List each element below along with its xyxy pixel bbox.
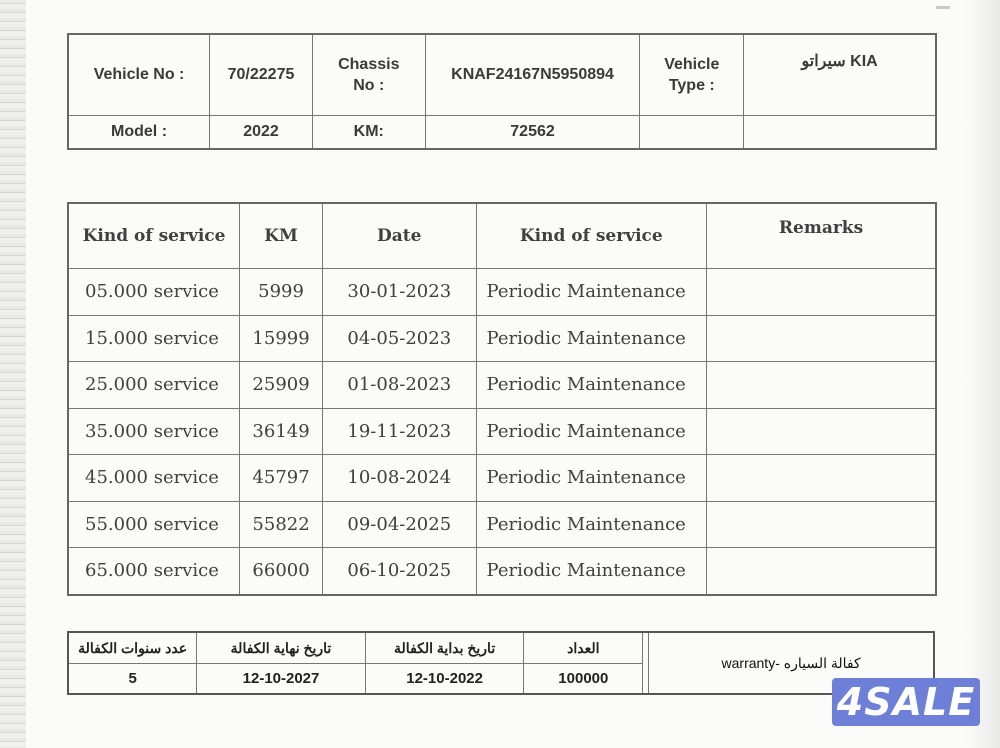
header-kind-of-service: Kind of service bbox=[68, 203, 240, 269]
warranty-start-label: تاريخ بداية الكفالة bbox=[365, 632, 524, 664]
service-kind: Periodic Maintenance bbox=[476, 548, 707, 595]
vehicle-type-value: سيراتو KIA bbox=[744, 34, 936, 116]
header-date: Date bbox=[323, 203, 477, 269]
service-history-table bbox=[67, 202, 937, 596]
service-interval: 35.000 service bbox=[68, 408, 240, 455]
warranty-years-value: 5 bbox=[68, 664, 197, 695]
vehicle-info-table bbox=[67, 33, 937, 150]
service-interval: 15.000 service bbox=[68, 315, 240, 362]
warranty-end-label: تاريخ نهاية الكفالة bbox=[197, 632, 366, 664]
vehicle-type-label bbox=[640, 34, 744, 116]
service-km: 5999 bbox=[240, 269, 323, 316]
service-remarks bbox=[707, 548, 936, 595]
service-km: 15999 bbox=[240, 315, 323, 362]
table-row bbox=[68, 455, 936, 502]
warranty-years-label: عدد سنوات الكفالة bbox=[68, 632, 197, 664]
vehicle-no-value: 70/22275 bbox=[210, 34, 313, 116]
empty-cell bbox=[744, 116, 936, 150]
chassis-label-line-2: No : bbox=[353, 77, 385, 94]
table-row bbox=[68, 408, 936, 455]
empty-cell bbox=[640, 116, 744, 150]
table-row bbox=[68, 315, 936, 362]
service-date: 30-01-2023 bbox=[323, 269, 477, 316]
km-value: 72562 bbox=[425, 116, 640, 150]
header-kind-of-service: Kind of service bbox=[476, 203, 707, 269]
header-km: KM bbox=[240, 203, 323, 269]
service-kind: Periodic Maintenance bbox=[476, 362, 707, 409]
service-km: 55822 bbox=[240, 501, 323, 548]
model-value: 2022 bbox=[210, 116, 313, 150]
watermark-logo bbox=[832, 678, 980, 726]
warranty-header-row bbox=[68, 632, 934, 664]
watermark-logo-text: 4SALE bbox=[836, 680, 976, 724]
service-date: 10-08-2024 bbox=[323, 455, 477, 502]
service-table-header bbox=[68, 203, 936, 269]
service-date: 01-08-2023 bbox=[323, 362, 477, 409]
service-date: 09-04-2025 bbox=[323, 501, 477, 548]
warranty-odometer-label: العداد bbox=[524, 632, 643, 664]
warranty-title: كفالة السياره -warranty bbox=[649, 632, 934, 694]
service-remarks bbox=[707, 362, 936, 409]
vehicle-type-label-line-1: Vehicle bbox=[664, 56, 720, 73]
service-km: 45797 bbox=[240, 455, 323, 502]
header-remarks: Remarks bbox=[707, 203, 936, 269]
vehicle-type-label-line-2: Type : bbox=[668, 77, 715, 94]
chassis-value: KNAF24167N5950894 bbox=[425, 34, 640, 116]
warranty-odometer-value: 100000 bbox=[524, 664, 643, 695]
vehicle-no-label: Vehicle No : bbox=[68, 34, 210, 116]
warranty-table bbox=[67, 631, 935, 695]
service-remarks bbox=[707, 408, 936, 455]
vehicle-info-row bbox=[68, 116, 936, 150]
service-interval: 45.000 service bbox=[68, 455, 240, 502]
scan-mark bbox=[936, 6, 950, 9]
km-label: KM: bbox=[312, 116, 425, 150]
service-interval: 25.000 service bbox=[68, 362, 240, 409]
service-remarks bbox=[707, 315, 936, 362]
table-row bbox=[68, 501, 936, 548]
service-interval: 65.000 service bbox=[68, 548, 240, 595]
service-km: 25909 bbox=[240, 362, 323, 409]
scan-edge bbox=[0, 0, 26, 748]
model-label: Model : bbox=[68, 116, 210, 150]
warranty-start-value: 12-10-2022 bbox=[365, 664, 524, 695]
chassis-label bbox=[312, 34, 425, 116]
service-interval: 05.000 service bbox=[68, 269, 240, 316]
table-row bbox=[68, 362, 936, 409]
service-remarks bbox=[707, 269, 936, 316]
service-km: 36149 bbox=[240, 408, 323, 455]
service-remarks bbox=[707, 501, 936, 548]
table-row bbox=[68, 269, 936, 316]
vehicle-info-row bbox=[68, 34, 936, 116]
service-date: 04-05-2023 bbox=[323, 315, 477, 362]
service-kind: Periodic Maintenance bbox=[476, 315, 707, 362]
service-km: 66000 bbox=[240, 548, 323, 595]
service-kind: Periodic Maintenance bbox=[476, 501, 707, 548]
scan-shadow bbox=[966, 0, 1000, 748]
service-kind: Periodic Maintenance bbox=[476, 455, 707, 502]
warranty-end-value: 12-10-2027 bbox=[197, 664, 366, 695]
service-interval: 55.000 service bbox=[68, 501, 240, 548]
service-date: 19-11-2023 bbox=[323, 408, 477, 455]
table-row bbox=[68, 548, 936, 595]
service-date: 06-10-2025 bbox=[323, 548, 477, 595]
service-kind: Periodic Maintenance bbox=[476, 269, 707, 316]
chassis-label-line-1: Chassis bbox=[338, 56, 400, 73]
service-remarks bbox=[707, 455, 936, 502]
service-kind: Periodic Maintenance bbox=[476, 408, 707, 455]
